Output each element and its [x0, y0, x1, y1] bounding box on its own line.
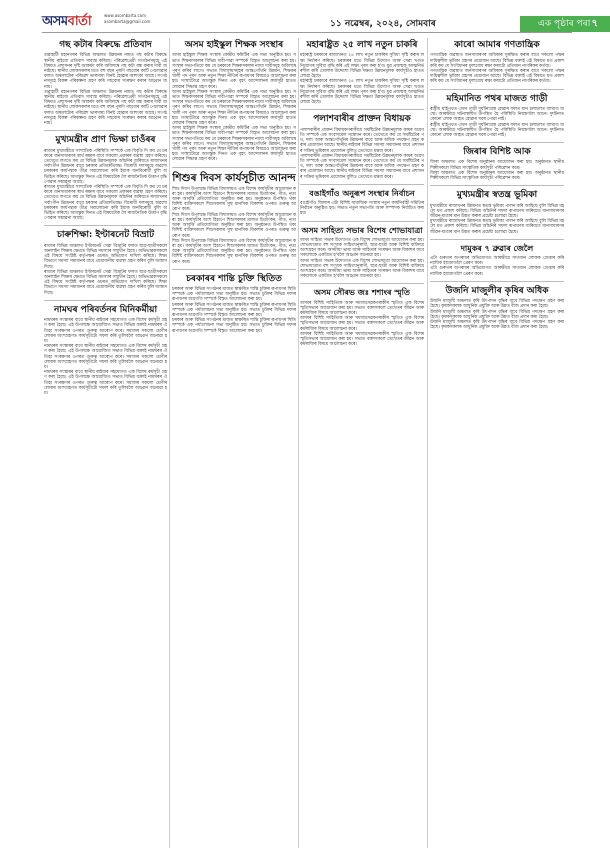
article-body: উজনি মাজুলী অঞ্চলত কৃষি উৎপাদন বৃদ্ধিৰ বাবে বিভিন্ন পদক্ষেপ গ্ৰহণ কৰা হৈছে। কৃষকসকলক আধুনিক প্ৰযুক্তি আৰু উন্নত বীজ প্ৰদান কৰা হৈছে।	[430, 309, 564, 320]
headline: কাৰো আমাৰ গণতান্ত্ৰিক	[454, 40, 540, 50]
article-body: ৰাজ্যৰ মুখ্যমন্ত্ৰীয়ে সাম্প্ৰতিক পৰিস্থিতি সম্পৰ্কে এক বিবৃতি দি কয় যে চৰকাৰে জনসাধাৰণৰ স্বাৰ্থ ৰক্ষাৰ বাবে সকলো প্ৰকাৰৰ ব্যৱস্থা গ্ৰহণ কৰিছে। তেখেতে লগতে কয় যে বিভিন্ন উন্নয়নমূলক আঁচনিৰ জৰিয়তে ৰাজ্যখনৰ সৰ্বাংগীন উন্নয়নৰ বাবে চৰকাৰ প্ৰতিশ্ৰুতিবদ্ধ। বিৰোধী দলসমূহে অৱশ্যে চৰকাৰৰ কাৰ্যপন্থাক তীব্ৰ সমালোচনা কৰি ইয়াক জনবিৰোধী বুলি অভিহিত কৰিছে। আগন্তুক দিনত এই বিষয়টোক লৈ ৰাজনৈতিক উত্তাপ বৃদ্ধি পোৱাৰ সম্ভাৱনা আছে।	[44, 184, 167, 222]
headline: অসম হাইস্কুল শিক্ষক সংস্থাৰ	[184, 40, 284, 50]
article-body: ৰাজ্যৰ মুখ্যমন্ত্ৰীয়ে সাম্প্ৰতিক পৰিস্থিতি সম্পৰ্কে এক বিবৃতি দি কয় যে চৰকাৰে জনসাধাৰণৰ স্বাৰ্থ ৰক্ষাৰ বাবে সকলো প্ৰকাৰৰ ব্যৱস্থা গ্ৰহণ কৰিছে। তেখেতে লগতে কয় যে বিভিন্ন উন্নয়নমূলক আঁচনিৰ জৰিয়তে ৰাজ্যখনৰ সৰ্বাংগীন উন্নয়নৰ বাবে চৰকাৰ প্ৰতিশ্ৰুতিবদ্ধ। বিৰোধী দলসমূহে অৱশ্যে চৰকাৰৰ কাৰ্যপন্থাক তীব্ৰ সমালোচনা কৰি ইয়াক জনবিৰোধী বুলি অভিহিত কৰিছে। আগন্তুক দিনত এই বিষয়টোক লৈ ৰাজনৈতিক উত্তাপ বৃদ্ধি পোৱাৰ সম্ভাৱনা আছে।	[44, 148, 167, 185]
article-body: অসম হাইস্কুল শিক্ষক সংস্থাৰ কেন্দ্ৰীয় কমিটিৰ এক সভা অনুষ্ঠিত হয়। সভাত শিক্ষকসকলৰ বিভিন্ন দাবী-দাৱা সম্পৰ্কে বিস্তৃত আলোচনা কৰা হয়। সংস্থাৰ সভাপতিয়ে কয় যে চৰকাৰে শিক্ষকসকলৰ ন্যায্য দাবীসমূহ অবিলম্বে পূৰণ কৰিব লাগে। সভাত বিদ্যালয়সমূহৰ আন্তঃগাঁথনি উন্নয়ন, শিক্ষকৰ খালী পদ পূৰণ আৰু নতুন শিক্ষা নীতিৰ ৰূপায়ণৰ বিষয়েও আলোচনা কৰা হয়। সংস্থাটোৱে আগন্তুক দিনত এক বৃহৎ আন্দোলনৰ কাৰ্যসূচী হাতত লোৱাৰ সিদ্ধান্ত গ্ৰহণ কৰে।	[172, 89, 296, 126]
divider	[172, 167, 296, 168]
headline: চাৰুশিক্ষা: ইণ্টাৰনেট বিভ্ৰাট	[56, 230, 155, 241]
divider	[430, 89, 564, 90]
issue-date: ১১ নৱেম্বৰ, ২০২৪, সোমবাৰ	[330, 19, 436, 29]
logo-main: অসম	[42, 14, 68, 29]
article-body: চৰকাৰ আৰু বিভিন্ন সংগঠনৰ মাজত স্বাক্ষৰিত শান্তি চুক্তিৰ ৰূপায়ণৰ স্থিতি সম্পৰ্কে এক পৰ্যালোচনা সভা অনুষ্ঠিত হয়। সভাত চুক্তিৰ বিভিন্ন দফাৰ ৰূপায়ণৰ অগ্ৰগতি সম্পৰ্কে বিস্তৃত আলোচনা কৰা হয়।	[172, 302, 296, 319]
article-body: পলাশবাৰীৰ প্ৰাক্তন বিধায়কগৰাকীয়ে সমষ্টিটোৰ উন্নয়নমূলক কামৰ অগ্ৰগতি সম্পৰ্কে এক সংবাদমেল সম্বোধন কৰে। তেখেতে কয় যে সমষ্টিটোৰ পথ, দলং আৰু আন্তঃগাঁথনিৰ উন্নয়নৰ বাবে আৰু অধিক পদক্ষেপ গ্ৰহণ কৰাৰ প্ৰয়োজন আছে। স্থানীয় ৰাইজৰ বিভিন্ন সমস্যা সমাধানৰ বাবে প্ৰশাসনৰ সক্ৰিয় ভূমিকাৰ প্ৰয়োজন বুলিও তেখেতে মন্তব্য কৰে।	[300, 153, 424, 180]
site-email: asombarta@gmail.com	[104, 19, 151, 24]
column-2	[172, 38, 296, 848]
article-body: শিশু দিবস উপলক্ষে বিভিন্ন বিদ্যালয়ত এক বিশেষ কাৰ্যসূচীৰ আয়োজন কৰা হয়। কাৰ্যসূচীৰ অংশ হিচাপে শিশুসকলৰ মাজত চিত্ৰাংকন, গীত, নৃত্য আৰু আবৃত্তি প্ৰতিযোগিতা অনুষ্ঠিত কৰা হয়। অনুষ্ঠানত উপস্থিত থকা বিশিষ্ট ব্যক্তিসকলে শিশুসকলৰ সুস্থ মানসিক বিকাশৰ ওপৰত গুৰুত্ব আৰোপ কৰে।	[172, 212, 296, 239]
headline: অসম সাহিত্য সভাৰ বিশেষ শোভাযাত্ৰা	[301, 224, 423, 235]
article-body: ৰাষ্ট্ৰীয় ঘাইপথত এখন গাড়ী দুৰ্ঘটনাগ্ৰস্ত হোৱাৰ ফলত যান চলাচলত ব্যাঘাত জন্মে। আৰক্ষীয়ে ঘটনাস্থলীত উপস্থিত হৈ পৰিস্থিতি নিয়ন্ত্ৰণলৈ আনে। দুৰ্ঘটনাত কোনো লোক আহত হোৱাৰ খবৰ পোৱা নাই।	[430, 106, 564, 123]
article-body: অসমৰ বিশিষ্ট সাহিত্যিক আৰু সমাজসেৱকগৰাকীৰ স্মৃতিত এক বিশেষ স্মৃতিসভাৰ আয়োজন কৰা হয়। সভাত বক্তাসকলে তেখেতৰ জীৱন আৰু কৰ্মৰাজিৰ বিষয়ে আলোচনা কৰে।	[300, 331, 424, 348]
divider	[430, 239, 564, 240]
site-info	[104, 13, 164, 31]
divider	[300, 109, 424, 110]
headline: মহাৰাষ্ট্ৰত ২৫ লাখ নতুন চাকৰি	[306, 40, 418, 50]
article-body: ৰাষ্ট্ৰীয় ঘাইপথত এখন গাড়ী দুৰ্ঘটনাগ্ৰস্ত হোৱাৰ ফলত যান চলাচলত ব্যাঘাত জন্মে। আৰক্ষীয়ে ঘটনাস্থলীত উপস্থিত হৈ পৰিস্থিতি নিয়ন্ত্ৰণলৈ আনে। দুৰ্ঘটনাত কোনো লোক আহত হোৱাৰ খবৰ পোৱা নাই।	[430, 122, 564, 138]
article-body: এটা গুৰুতৰ অপৰাধৰ অভিযোগত আৰক্ষীয়ে সাতজন লোকক গ্ৰেপ্তাৰ কৰি ন্যায়িক হাজোতলৈ প্ৰেৰণ কৰে।	[430, 256, 564, 267]
divider	[300, 184, 424, 185]
article-body: পলাশবাৰীৰ প্ৰাক্তন বিধায়কগৰাকীয়ে সমষ্টিটোৰ উন্নয়নমূলক কামৰ অগ্ৰগতি সম্পৰ্কে এক সংবাদমেল সম্বোধন কৰে। তেখেতে কয় যে সমষ্টিটোৰ পথ, দলং আৰু আন্তঃগাঁথনিৰ উন্নয়নৰ বাবে আৰু অধিক পদক্ষেপ গ্ৰহণ কৰাৰ প্ৰয়োজন আছে। স্থানীয় ৰাইজৰ বিভিন্ন সমস্যা সমাধানৰ বাবে প্ৰশাসনৰ সক্ৰিয় ভূমিকাৰ প্ৰয়োজন বুলিও তেখেতে মন্তব্য কৰে।	[300, 127, 424, 154]
article-body: বঙাইগাঁও জিলাৰ এটা বিশিষ্ট সামাজিক সংস্থাৰ নতুন কাৰ্যনিৰ্বাহী সমিতিৰ নিৰ্বাচন অনুষ্ঠিত হয়। সভাত নতুন সভাপতি আৰু সম্পাদক নিৰ্বাচিত কৰা হয়।	[300, 200, 424, 217]
masthead-rule	[42, 32, 572, 33]
page-tag	[520, 16, 610, 32]
headline: জিৰাৰ বিশিষ্ট আক	[463, 147, 531, 158]
divider	[300, 221, 424, 222]
article-body: মহাৰাষ্ট্ৰ চৰকাৰে ৰাজ্যখনত ২৫ লাখ নতুন চাকৰিৰ সুবিধা সৃষ্টি কৰাৰ লক্ষ্য নিৰ্ধাৰণ কৰিছে। চৰকাৰৰ মতে বিভিন্ন উদ্যোগ আৰু সেৱা খণ্ডত নিয়োগৰ সুবিধা বৃদ্ধি কৰি এই লক্ষ্য পূৰণ কৰা হ'ব। যুৱ প্ৰজন্মক আত্মনিৰ্ভৰশীল কৰি তোলাৰ উদ্দেশ্যে বিভিন্ন দক্ষতা উন্নয়নমূলক কাৰ্যসূচীও হাতত লোৱা হৈছে।	[300, 53, 424, 80]
divider	[172, 269, 296, 270]
headline: মুখ্যমন্ত্ৰীৰ স্বতন্ত্ৰ ভূমিকা	[456, 190, 538, 201]
headline: পলাশবাৰীৰ প্ৰাক্তন বিধায়ক	[313, 114, 411, 125]
column-divider	[169, 38, 170, 848]
article-body: চৰকাৰ আৰু বিভিন্ন সংগঠনৰ মাজত স্বাক্ষৰিত শান্তি চুক্তিৰ ৰূপায়ণৰ স্থিতি সম্পৰ্কে এক পৰ্যালোচনা সভা অনুষ্ঠিত হয়। সভাত চুক্তিৰ বিভিন্ন দফাৰ ৰূপায়ণৰ অগ্ৰগতি সম্পৰ্কে বিস্তৃত আলোচনা কৰা হয়।	[172, 318, 296, 334]
column-3	[300, 38, 424, 848]
article-body: অসম হাইস্কুল শিক্ষক সংস্থাৰ কেন্দ্ৰীয় কমিটিৰ এক সভা অনুষ্ঠিত হয়। সভাত শিক্ষকসকলৰ বিভিন্ন দাবী-দাৱা সম্পৰ্কে বিস্তৃত আলোচনা কৰা হয়। সংস্থাৰ সভাপতিয়ে কয় যে চৰকাৰে শিক্ষকসকলৰ ন্যায্য দাবীসমূহ অবিলম্বে পূৰণ কৰিব লাগে। সভাত বিদ্যালয়সমূহৰ আন্তঃগাঁথনি উন্নয়ন, শিক্ষকৰ খালী পদ পূৰণ আৰু নতুন শিক্ষা নীতিৰ ৰূপায়ণৰ বিষয়েও আলোচনা কৰা হয়। সংস্থাটোৱে আগন্তুক দিনত এক বৃহৎ আন্দোলনৰ কাৰ্যসূচী হাতত লোৱাৰ সিদ্ধান্ত গ্ৰহণ কৰে।	[172, 126, 296, 163]
article-body: অসম হাইস্কুল শিক্ষক সংস্থাৰ কেন্দ্ৰীয় কমিটিৰ এক সভা অনুষ্ঠিত হয়। সভাত শিক্ষকসকলৰ বিভিন্ন দাবী-দাৱা সম্পৰ্কে বিস্তৃত আলোচনা কৰা হয়। সংস্থাৰ সভাপতিয়ে কয় যে চৰকাৰে শিক্ষকসকলৰ ন্যায্য দাবীসমূহ অবিলম্বে পূৰণ কৰিব লাগে। সভাত বিদ্যালয়সমূহৰ আন্তঃগাঁথনি উন্নয়ন, শিক্ষকৰ খালী পদ পূৰণ আৰু নতুন শিক্ষা নীতিৰ ৰূপায়ণৰ বিষয়েও আলোচনা কৰা হয়। সংস্থাটোৱে আগন্তুক দিনত এক বৃহৎ আন্দোলনৰ কাৰ্যসূচী হাতত লোৱাৰ সিদ্ধান্ত গ্ৰহণ কৰে।	[172, 53, 296, 90]
article-body: নামঘৰৰ সংস্কাৰৰ বাবে স্থানীয় ৰাইজৰ সহযোগত এক বিশেষ কৰ্মসূচী গ্ৰহণ কৰা হৈছে। এই উপলক্ষে আয়োজিত সভাত বিভিন্ন বক্তাই নামঘৰৰ ঐতিহ্য সংৰক্ষণৰ ওপৰত গুৰুত্ব আৰোপ কৰে। সমাজৰ সকলো শ্ৰেণীৰ লোকৰ অংশগ্ৰহণত কাৰ্যসূচীটো সফল কৰি তুলিবলৈ আহ্বান জনোৱা হয়।	[44, 344, 167, 370]
divider	[430, 142, 564, 143]
headline: মহিমানিত পথৰ মাজত গাড়ী	[446, 93, 548, 104]
article-body: জিৰা অঞ্চলত এক বিশেষ অনুষ্ঠানৰ আয়োজন কৰা হয়। অনুষ্ঠানত স্থানীয় শিল্পীসকলে বিভিন্ন সাংস্কৃতিক কাৰ্যসূচী পৰিৱেশন কৰে।	[430, 170, 564, 182]
headline: চৰকাৰৰ শান্তি চুক্তি স্থিতিত	[186, 273, 282, 284]
divider	[300, 283, 424, 284]
page-label: এক পৃষ্ঠাৰ পৰা	[538, 19, 591, 29]
masthead	[0, 0, 610, 34]
article-body: শিশু দিবস উপলক্ষে বিভিন্ন বিদ্যালয়ত এক বিশেষ কাৰ্যসূচীৰ আয়োজন কৰা হয়। কাৰ্যসূচীৰ অংশ হিচাপে শিশুসকলৰ মাজত চিত্ৰাংকন, গীত, নৃত্য আৰু আবৃত্তি প্ৰতিযোগিতা অনুষ্ঠিত কৰা হয়। অনুষ্ঠানত উপস্থিত থকা বিশিষ্ট ব্যক্তিসকলে শিশুসকলৰ সুস্থ মানসিক বিকাশৰ ওপৰত গুৰুত্ব আৰোপ কৰে।	[172, 186, 296, 213]
headline: বঙাইগাঁও অনুৰূপ সংস্থাৰ নিৰ্বাচন	[309, 187, 415, 198]
headline: অসম সৌৰভ জঃ শশাংৰ স্মৃতি	[314, 287, 410, 298]
headline: গছ কটাৰ বিৰুদ্ধে প্ৰতিবাদ	[59, 40, 152, 50]
headline: মুখ্যমন্ত্ৰীৰ প্ৰাণ ভিক্ষা চাওঁৰৰ	[55, 135, 156, 146]
column-4	[430, 38, 564, 848]
column-divider	[298, 38, 299, 848]
article-body: অসমৰ বিশিষ্ট সাহিত্যিক আৰু সমাজসেৱকগৰাকীৰ স্মৃতিত এক বিশেষ স্মৃতিসভাৰ আয়োজন কৰা হয়। সভাত বক্তাসকলে তেখেতৰ জীৱন আৰু কৰ্মৰাজিৰ বিষয়ে আলোচনা কৰে।	[300, 300, 424, 316]
headline: নামঘৰ পৰিবৰ্তনৰ মিনিকৰ্মীয়া	[53, 304, 158, 315]
site-url: www.asombarta.com	[104, 13, 147, 18]
article-body: নামঘৰৰ সংস্কাৰৰ বাবে স্থানীয় ৰাইজৰ সহযোগত এক বিশেষ কৰ্মসূচী গ্ৰহণ কৰা হৈছে। এই উপলক্ষে আয়োজিত সভাত বিভিন্ন বক্তাই নামঘৰৰ ঐতিহ্য সংৰক্ষণৰ ওপৰত গুৰুত্ব আৰোপ কৰে। সমাজৰ সকলো শ্ৰেণীৰ লোকৰ অংশগ্ৰহণত কাৰ্যসূচীটো সফল কৰি তুলিবলৈ আহ্বান জনোৱা হয়।	[44, 318, 167, 344]
divider	[430, 281, 564, 282]
article-body: ৰাজ্যৰ বিভিন্ন অঞ্চলত ইণ্টাৰনেট সেৱা বিভ্ৰাটৰ ফলত ছাত্ৰ-ছাত্ৰীসকলে অনলাইন শিক্ষাৰ ক্ষেত্ৰত বিভিন্ন সমস্যাৰ সন্মুখীন হৈছে। অভিভাৱকসকলে এই বিষয়ে সংশ্লিষ্ট কৰ্তৃপক্ষৰ ওচৰত অভিযোগ দাখিল কৰিছে। শিক্ষা বিভাগে সমস্যা সমাধানৰ বাবে প্ৰয়োজনীয় ব্যৱস্থা গ্ৰহণ কৰিব বুলি আশ্বাস দিছে।	[44, 269, 167, 296]
divider	[44, 300, 167, 301]
page-number: ৭	[591, 18, 598, 29]
divider	[44, 225, 167, 226]
article-body: নামঘৰৰ সংস্কাৰৰ বাবে স্থানীয় ৰাইজৰ সহযোগত এক বিশেষ কৰ্মসূচী গ্ৰহণ কৰা হৈছে। এই উপলক্ষে আয়োজিত সভাত বিভিন্ন বক্তাই নামঘৰৰ ঐতিহ্য সংৰক্ষণৰ ওপৰত গুৰুত্ব আৰোপ কৰে। সমাজৰ সকলো শ্ৰেণীৰ লোকৰ অংশগ্ৰহণত কাৰ্যসূচীটো সফল কৰি তুলিবলৈ আহ্বান জনোৱা হয়।	[44, 370, 167, 396]
article-body: জিৰা অঞ্চলত এক বিশেষ অনুষ্ঠানৰ আয়োজন কৰা হয়। অনুষ্ঠানত স্থানীয় শিল্পীসকলে বিভিন্ন সাংস্কৃতিক কাৰ্যসূচী পৰিৱেশন কৰে।	[430, 160, 564, 171]
article-body: অসমৰ বিশিষ্ট সাহিত্যিক আৰু সমাজসেৱকগৰাকীৰ স্মৃতিত এক বিশেষ স্মৃতিসভাৰ আয়োজন কৰা হয়। সভাত বক্তাসকলে তেখেতৰ জীৱন আৰু কৰ্মৰাজিৰ বিষয়ে আলোচনা কৰে।	[300, 316, 424, 332]
article-body: গুৱাহাটী মহানগৰৰ বিভিন্ন অঞ্চলত উন্নয়নৰ নামত গছ কটাৰ বিৰুদ্ধে স্থানীয় ৰাইজে প্ৰতিবাদ সাব্যস্ত কৰিছে। পৰিৱেশপ্ৰেমী সংগঠনসমূহে এই বিষয়ত প্ৰশাসনৰ দৃষ্টি আকৰ্ষণ কৰি অবিলম্বে গছ কটা বন্ধ কৰাৰ দাবী জনাইছে। স্থানীয় লোকসকলৰ মতে বহু বছৰ পুৰণি গছবোৰ কাটি পেলোৱাৰ ফলত অঞ্চলটোৰ পৰিৱেশ ভাৰসাম্য বিনষ্ট হোৱাৰ আশংকা আছে। সংগঠনসমূহে বিকল্প পৰিকল্পনা গ্ৰহণ কৰি গছবোৰ সংৰক্ষণ কৰাৰ আহ্বান জনায়।	[44, 89, 167, 126]
article-body: উজনি মাজুলী অঞ্চলত কৃষি উৎপাদন বৃদ্ধিৰ বাবে বিভিন্ন পদক্ষেপ গ্ৰহণ কৰা হৈছে। কৃষকসকলক আধুনিক প্ৰযুক্তি আৰু উন্নত বীজ প্ৰদান কৰা হৈছে।	[430, 320, 564, 331]
article-body: ৰাজ্যৰ বিভিন্ন অঞ্চলত ইণ্টাৰনেট সেৱা বিভ্ৰাটৰ ফলত ছাত্ৰ-ছাত্ৰীসকলে অনলাইন শিক্ষাৰ ক্ষেত্ৰত বিভিন্ন সমস্যাৰ সন্মুখীন হৈছে। অভিভাৱকসকলে এই বিষয়ে সংশ্লিষ্ট কৰ্তৃপক্ষৰ ওচৰত অভিযোগ দাখিল কৰিছে। শিক্ষা বিভাগে সমস্যা সমাধানৰ বাবে প্ৰয়োজনীয় ব্যৱস্থা গ্ৰহণ কৰিব বুলি আশ্বাস দিছে।	[44, 243, 167, 270]
article-body: মুখ্যমন্ত্ৰীয়ে ৰাজ্যখনৰ উন্নয়নত স্বতন্ত্ৰ ভূমিকা পালন কৰি আহিছে বুলি বিভিন্ন মহলে মত প্ৰকাশ কৰিছে। বিভিন্ন আঁচনিৰ সফল ৰূপায়ণৰ জৰিয়তে জনসাধাৰণৰ জীৱন-যাত্ৰাৰ মান উন্নত কৰাৰ প্ৰচেষ্টা চলোৱা হৈছে।	[430, 219, 564, 235]
headline: শিশুৰ দিবস কাৰ্যসূচীত আনন্দ	[172, 171, 296, 184]
article-body: শিশু দিবস উপলক্ষে বিভিন্ন বিদ্যালয়ত এক বিশেষ কাৰ্যসূচীৰ আয়োজন কৰা হয়। কাৰ্যসূচীৰ অংশ হিচাপে শিশুসকলৰ মাজত চিত্ৰাংকন, গীত, নৃত্য আৰু আবৃত্তি প্ৰতিযোগিতা অনুষ্ঠিত কৰা হয়। অনুষ্ঠানত উপস্থিত থকা বিশিষ্ট ব্যক্তিসকলে শিশুসকলৰ সুস্থ মানসিক বিকাশৰ ওপৰত গুৰুত্ব আৰোপ কৰে।	[172, 238, 296, 265]
article-body: গণতান্ত্ৰিক ব্যৱস্থাত জনসাধাৰণৰ অধিকাৰ সুৰক্ষিত কৰাৰ বাবে সকলো পক্ষৰ দায়িত্বশীল ভূমিকা গ্ৰহণৰ প্ৰয়োজন আছে। বিভিন্ন বক্তাই এই বিষয়ত মত প্ৰকাশ কৰি কয় যে সংবিধানৰ মূল্যবোধ ৰক্ষা কৰাটো প্ৰতিজন নাগৰিকৰ কৰ্তব্য।	[430, 68, 564, 85]
article-body: মহাৰাষ্ট্ৰ চৰকাৰে ৰাজ্যখনত ২৫ লাখ নতুন চাকৰিৰ সুবিধা সৃষ্টি কৰাৰ লক্ষ্য নিৰ্ধাৰণ কৰিছে। চৰকাৰৰ মতে বিভিন্ন উদ্যোগ আৰু সেৱা খণ্ডত নিয়োগৰ সুবিধা বৃদ্ধি কৰি এই লক্ষ্য পূৰণ কৰা হ'ব। যুৱ প্ৰজন্মক আত্মনিৰ্ভৰশীল কৰি তোলাৰ উদ্দেশ্যে বিভিন্ন দক্ষতা উন্নয়নমূলক কাৰ্যসূচীও হাতত লোৱা হৈছে।	[300, 79, 424, 106]
headline: দামুকৰ ৭ ব্ৰুৱাৰ জেলৈ	[460, 242, 534, 253]
logo-accent: বাৰ্তা	[67, 14, 92, 29]
divider	[44, 130, 167, 131]
article-body: গণতান্ত্ৰিক ব্যৱস্থাত জনসাধাৰণৰ অধিকাৰ সুৰক্ষিত কৰাৰ বাবে সকলো পক্ষৰ দায়িত্বশীল ভূমিকা গ্ৰহণৰ প্ৰয়োজন আছে। বিভিন্ন বক্তাই এই বিষয়ত মত প্ৰকাশ কৰি কয় যে সংবিধানৰ মূল্যবোধ ৰক্ষা কৰাটো প্ৰতিজন নাগৰিকৰ কৰ্তব্য।	[430, 53, 564, 69]
article-body: অসম সাহিত্য সভাৰ উদ্যোগত এক বিশেষ শোভাযাত্ৰা আয়োজন কৰা হয়। শোভাযাত্ৰাত বহু সংখ্যক সাহিত্যানুৰাগী, ছাত্ৰ-ছাত্ৰী আৰু বিশিষ্ট ব্যক্তিয়ে অংশগ্ৰহণ কৰে। অসমীয়া ভাষা আৰু সাহিত্যৰ সংৰক্ষণ আৰু বিকাশৰ বাবে সকলোকে একত্ৰিত হ'বলৈ আহ্বান জনোৱা হয়।	[300, 258, 424, 280]
article-body: মুখ্যমন্ত্ৰীয়ে ৰাজ্যখনৰ উন্নয়নত স্বতন্ত্ৰ ভূমিকা পালন কৰি আহিছে বুলি বিভিন্ন মহলে মত প্ৰকাশ কৰিছে। বিভিন্ন আঁচনিৰ সফল ৰূপায়ণৰ জৰিয়তে জনসাধাৰণৰ জীৱন-যাত্ৰাৰ মান উন্নত কৰাৰ প্ৰচেষ্টা চলোৱা হৈছে।	[430, 203, 564, 220]
article-body: এটা গুৰুতৰ অপৰাধৰ অভিযোগত আৰক্ষীয়ে সাতজন লোকক গ্ৰেপ্তাৰ কৰি ন্যায়িক হাজোতলৈ প্ৰেৰণ কৰে।	[430, 266, 564, 277]
headline: উজনি মাজুলীৰ কৃষিৰ অধিক	[445, 285, 549, 296]
column-1	[44, 38, 167, 848]
article-body: চৰকাৰ আৰু বিভিন্ন সংগঠনৰ মাজত স্বাক্ষৰিত শান্তি চুক্তিৰ ৰূপায়ণৰ স্থিতি সম্পৰ্কে এক পৰ্যালোচনা সভা অনুষ্ঠিত হয়। সভাত চুক্তিৰ বিভিন্ন দফাৰ ৰূপায়ণৰ অগ্ৰগতি সম্পৰ্কে বিস্তৃত আলোচনা কৰা হয়।	[172, 287, 296, 303]
article-body: উজনি মাজুলী অঞ্চলত কৃষি উৎপাদন বৃদ্ধিৰ বাবে বিভিন্ন পদক্ষেপ গ্ৰহণ কৰা হৈছে। কৃষকসকলক আধুনিক প্ৰযুক্তি আৰু উন্নত বীজ প্ৰদান কৰা হৈছে।	[430, 299, 564, 310]
article-body: গুৱাহাটী মহানগৰৰ বিভিন্ন অঞ্চলত উন্নয়নৰ নামত গছ কটাৰ বিৰুদ্ধে স্থানীয় ৰাইজে প্ৰতিবাদ সাব্যস্ত কৰিছে। পৰিৱেশপ্ৰেমী সংগঠনসমূহে এই বিষয়ত প্ৰশাসনৰ দৃষ্টি আকৰ্ষণ কৰি অবিলম্বে গছ কটা বন্ধ কৰাৰ দাবী জনাইছে। স্থানীয় লোকসকলৰ মতে বহু বছৰ পুৰণি গছবোৰ কাটি পেলোৱাৰ ফলত অঞ্চলটোৰ পৰিৱেশ ভাৰসাম্য বিনষ্ট হোৱাৰ আশংকা আছে। সংগঠনসমূহে বিকল্প পৰিকল্পনা গ্ৰহণ কৰি গছবোৰ সংৰক্ষণ কৰাৰ আহ্বান জনায়।	[44, 53, 167, 90]
newspaper-logo	[42, 14, 98, 30]
divider	[430, 185, 564, 186]
column-divider	[427, 38, 428, 848]
article-body: অসম সাহিত্য সভাৰ উদ্যোগত এক বিশেষ শোভাযাত্ৰা আয়োজন কৰা হয়। শোভাযাত্ৰাত বহু সংখ্যক সাহিত্যানুৰাগী, ছাত্ৰ-ছাত্ৰী আৰু বিশিষ্ট ব্যক্তিয়ে অংশগ্ৰহণ কৰে। অসমীয়া ভাষা আৰু সাহিত্যৰ সংৰক্ষণ আৰু বিকাশৰ বাবে সকলোকে একত্ৰিত হ'বলৈ আহ্বান জনোৱা হয়।	[300, 237, 424, 259]
